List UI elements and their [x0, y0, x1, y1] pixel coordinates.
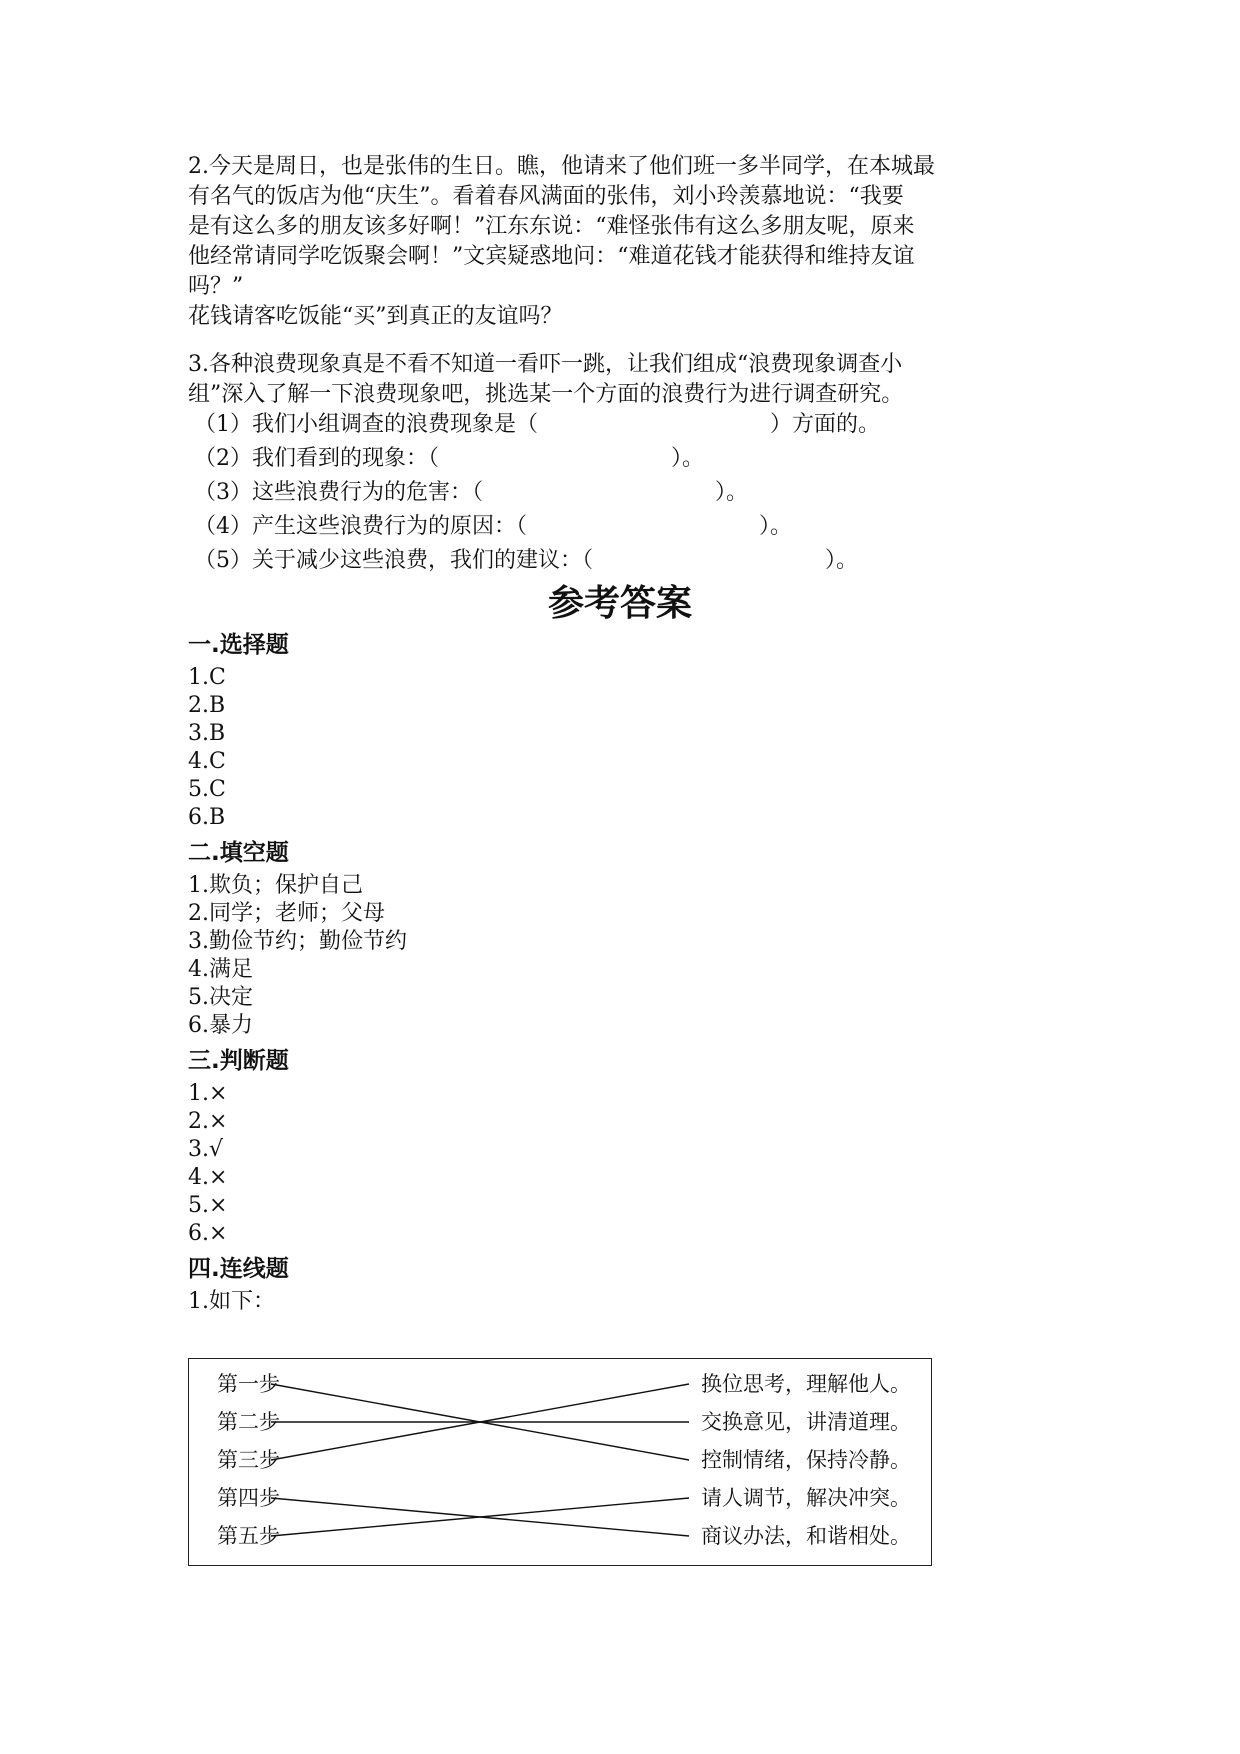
- answer-item: 5.×: [188, 1193, 228, 1218]
- action-label-1: 换位思考，理解他人。: [701, 1372, 911, 1396]
- question-2-line: 吗？”: [188, 274, 244, 299]
- question-3-line: 组”深入了解一下浪费现象吧，挑选某一个方面的浪费行为进行调查研究。: [188, 382, 904, 407]
- step-label-1: 第一步: [217, 1372, 280, 1396]
- answer-item: 5.决定: [188, 985, 253, 1010]
- answer-item: 5.C: [188, 777, 226, 802]
- answer-item: 4.×: [188, 1165, 228, 1190]
- answer-item: 1.×: [188, 1081, 228, 1106]
- answer-item: 6.B: [188, 805, 226, 830]
- question-2-line: 2.今天是周日，也是张伟的生日。瞧，他请来了他们班一多半同学，在本城最: [188, 154, 935, 179]
- section-heading-choice: 一.选择题: [188, 632, 289, 658]
- answer-item: 2.×: [188, 1109, 228, 1134]
- answer-item: 1.如下：: [188, 1289, 275, 1314]
- answer-item: 6.暴力: [188, 1013, 253, 1038]
- question-2-line: 有名气的饭店为他“庆生”。看着春风满面的张伟，刘小玲羡慕地说：“我要: [188, 184, 904, 209]
- answer-item: 4.C: [188, 749, 226, 774]
- answer-item: 2.同学；老师；父母: [188, 901, 385, 926]
- answer-key-title: 参考答案: [547, 583, 692, 624]
- section-heading-true-false: 三.判断题: [188, 1048, 289, 1074]
- question-3-item-1: （1）我们小组调查的浪费现象是（ ）方面的。: [194, 412, 881, 437]
- step-label-3: 第三步: [217, 1448, 280, 1472]
- action-label-2: 交换意见，讲清道理。: [701, 1410, 911, 1434]
- question-2: [188, 152, 1048, 332]
- question-3-item-2: （2）我们看到的现象：（ ）。: [194, 446, 705, 471]
- answer-item: 1.C: [188, 665, 226, 690]
- section-heading-fill-blank: 二.填空题: [188, 840, 289, 866]
- answer-item: 4.满足: [188, 957, 253, 982]
- question-3-item-4: （4）产生这些浪费行为的原因：（ ）。: [194, 514, 793, 539]
- question-2-line: 他经常请同学吃饭聚会啊！”文宾疑惑地问：“难道花钱才能获得和维持友谊: [188, 244, 915, 269]
- step-label-5: 第五步: [217, 1524, 280, 1548]
- question-3: [188, 350, 1048, 410]
- answer-item: 2.B: [188, 693, 226, 718]
- action-label-5: 商议办法，和谐相处。: [701, 1524, 911, 1548]
- step-label-2: 第二步: [217, 1410, 280, 1434]
- action-label-4: 请人调节，解决冲突。: [701, 1486, 911, 1510]
- answer-item: 3.勤俭节约；勤俭节约: [188, 929, 407, 954]
- answer-item: 3.√: [188, 1137, 224, 1162]
- answer-item: 1.欺负；保护自己: [188, 873, 363, 898]
- matching-diagram: [188, 1358, 932, 1566]
- question-3-item-3: （3）这些浪费行为的危害：（ ）。: [194, 480, 749, 505]
- answer-item: 3.B: [188, 721, 226, 746]
- answer-item: 6.×: [188, 1221, 228, 1246]
- question-2-prompt: 花钱请客吃饭能“买”到真正的友谊吗？: [188, 304, 563, 329]
- question-3-item-5: （5）关于减少这些浪费，我们的建议：（ ）。: [194, 548, 859, 573]
- question-3-line: 3.各种浪费现象真是不看不知道一看吓一跳，让我们组成“浪费现象调查小: [188, 352, 903, 377]
- question-2-line: 是有这么多的朋友该多好啊！”江东东说：“难怪张伟有这么多朋友呢，原来: [188, 214, 915, 239]
- step-label-4: 第四步: [217, 1486, 280, 1510]
- section-heading-matching: 四.连线题: [188, 1256, 289, 1282]
- action-label-3: 控制情绪，保持冷静。: [701, 1448, 911, 1472]
